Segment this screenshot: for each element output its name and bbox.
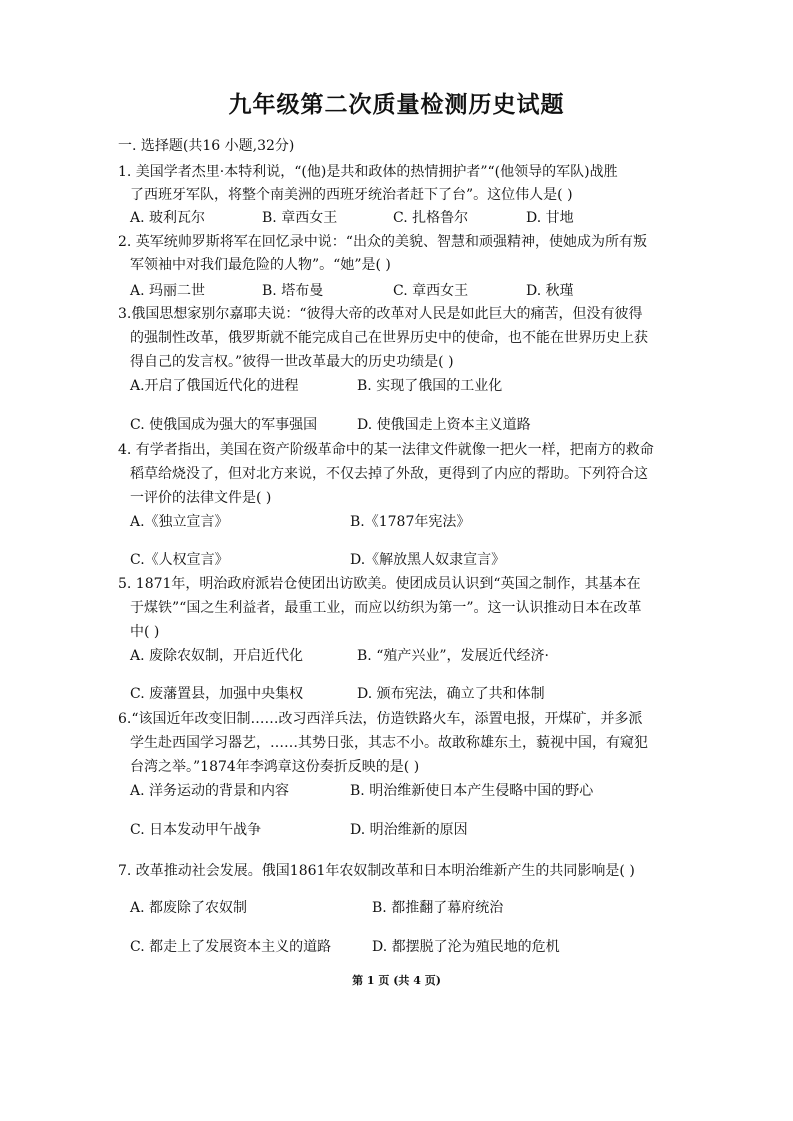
option-d: D. 甘地 [526,210,574,226]
question-text: 得自己的发言权。”彼得一世改革最大的历史功绩是( ) [130,354,454,370]
question-text: 6.“该国近年改变旧制……改习西洋兵法，仿造铁路火车，添置电报，开煤矿，并多派 [118,711,643,727]
option-c: C. 扎格鲁尔 [393,210,469,226]
option-c: C. 废藩置县，加强中央集权 [130,686,304,702]
option-d: D. 使俄国走上资本主义道路 [357,417,531,433]
option-b: B.《1787年宪法》 [350,514,471,530]
option-b: B. “殖产兴业”，发展近代经济· [357,648,549,664]
option-b: B. 都推翻了幕府统治 [372,900,504,916]
question-text: 5. 1871年，明治政府派岩仓使团出访欧美。使团成员认识到“英国之制作，其基本在 [118,576,641,592]
option-a: A. 都废除了农奴制 [130,900,248,916]
option-c: C. 日本发动甲午战争 [130,822,262,838]
option-d: D. 秋瑾 [526,283,574,299]
question-text: 了西班牙军队，将整个南美洲的西班牙统治者赶下了台”。这位伟人是( ) [130,187,573,203]
option-c: C. 都走上了发展资本主义的道路 [130,939,332,955]
option-a: A. 废除农奴制，开启近代化 [130,648,304,664]
option-c: C. 使俄国成为强大的军事强国 [130,417,318,433]
question-text: 于煤铁”“国之生利益者，最重工业，而应以纺织为第一”。这一认识推动日本在改革 [130,600,642,616]
option-c: C. 章西女王 [393,283,469,299]
question-text: 一评价的法律文件是( ) [130,490,272,506]
question-text: 军领袖中对我们最危险的人物”。“她”是( ) [130,257,391,273]
option-b: B. 塔布曼 [262,283,324,299]
option-a: A. 玻利瓦尔 [130,210,206,226]
question-text: 的强制性改革，俄罗斯就不能完成自己在世界历史中的使命，也不能在世界历史上获 [130,330,648,346]
page-footer: 第 1 页 (共 4 页) [352,974,441,987]
question-text: 中( ) [130,624,160,640]
option-b: B. 明治维新使日本产生侵略中国的野心 [350,783,594,799]
option-d: D.《解放黑人奴隶宣言》 [350,552,506,568]
section-heading: 一. 选择题(共16 小题,32分) [118,138,295,154]
option-b: B. 章西女王 [262,210,338,226]
question-text: 2. 英军统帅罗斯将军在回忆录中说：“出众的美貌、智慧和顽强精神，使她成为所有叛 [118,234,647,250]
question-text: 7. 改革推动社会发展。俄国1861年农奴制改革和日本明治维新产生的共同影响是( ) [118,863,635,879]
question-text: 学生赴西国学习器艺，……其势日张，其志不小。故敢称雄东土，藐视中国，有窥犯 [130,735,648,751]
question-text: 3.俄国思想家别尔嘉耶夫说：“彼得大帝的改革对人民是如此巨大的痛苦，但没有彼得 [118,306,643,322]
question-text: 1. 美国学者杰里·本特利说，“(他)是共和政体的热情拥护者”“(他领导的军队)战胜 [118,164,618,180]
question-text: 台湾之举。”1874年李鸿章这份奏折反映的是( ) [130,759,420,775]
option-d: D. 都摆脱了沦为殖民地的危机 [372,939,560,955]
option-b: B. 实现了俄国的工业化 [357,378,503,394]
option-a: A.开启了俄国近代化的进程 [130,378,299,394]
option-a: A.《独立宣言》 [130,514,229,530]
question-text: 4. 有学者指出，美国在资产阶级革命中的某一法律文件就像一把火一样，把南方的救命 [118,442,654,458]
option-d: D. 明治维新的原因 [350,822,468,838]
page-title: 九年级第二次质量检测历史试题 [228,91,565,118]
option-a: A. 洋务运动的背景和内容 [130,783,290,799]
option-d: D. 颁布宪法，确立了共和体制 [357,686,545,702]
question-text: 稻草给烧没了，但对北方来说，不仅去掉了外敌，更得到了内应的帮助。下列符合这 [130,466,648,482]
option-a: A. 玛丽二世 [130,283,206,299]
option-c: C.《人权宣言》 [130,552,229,568]
